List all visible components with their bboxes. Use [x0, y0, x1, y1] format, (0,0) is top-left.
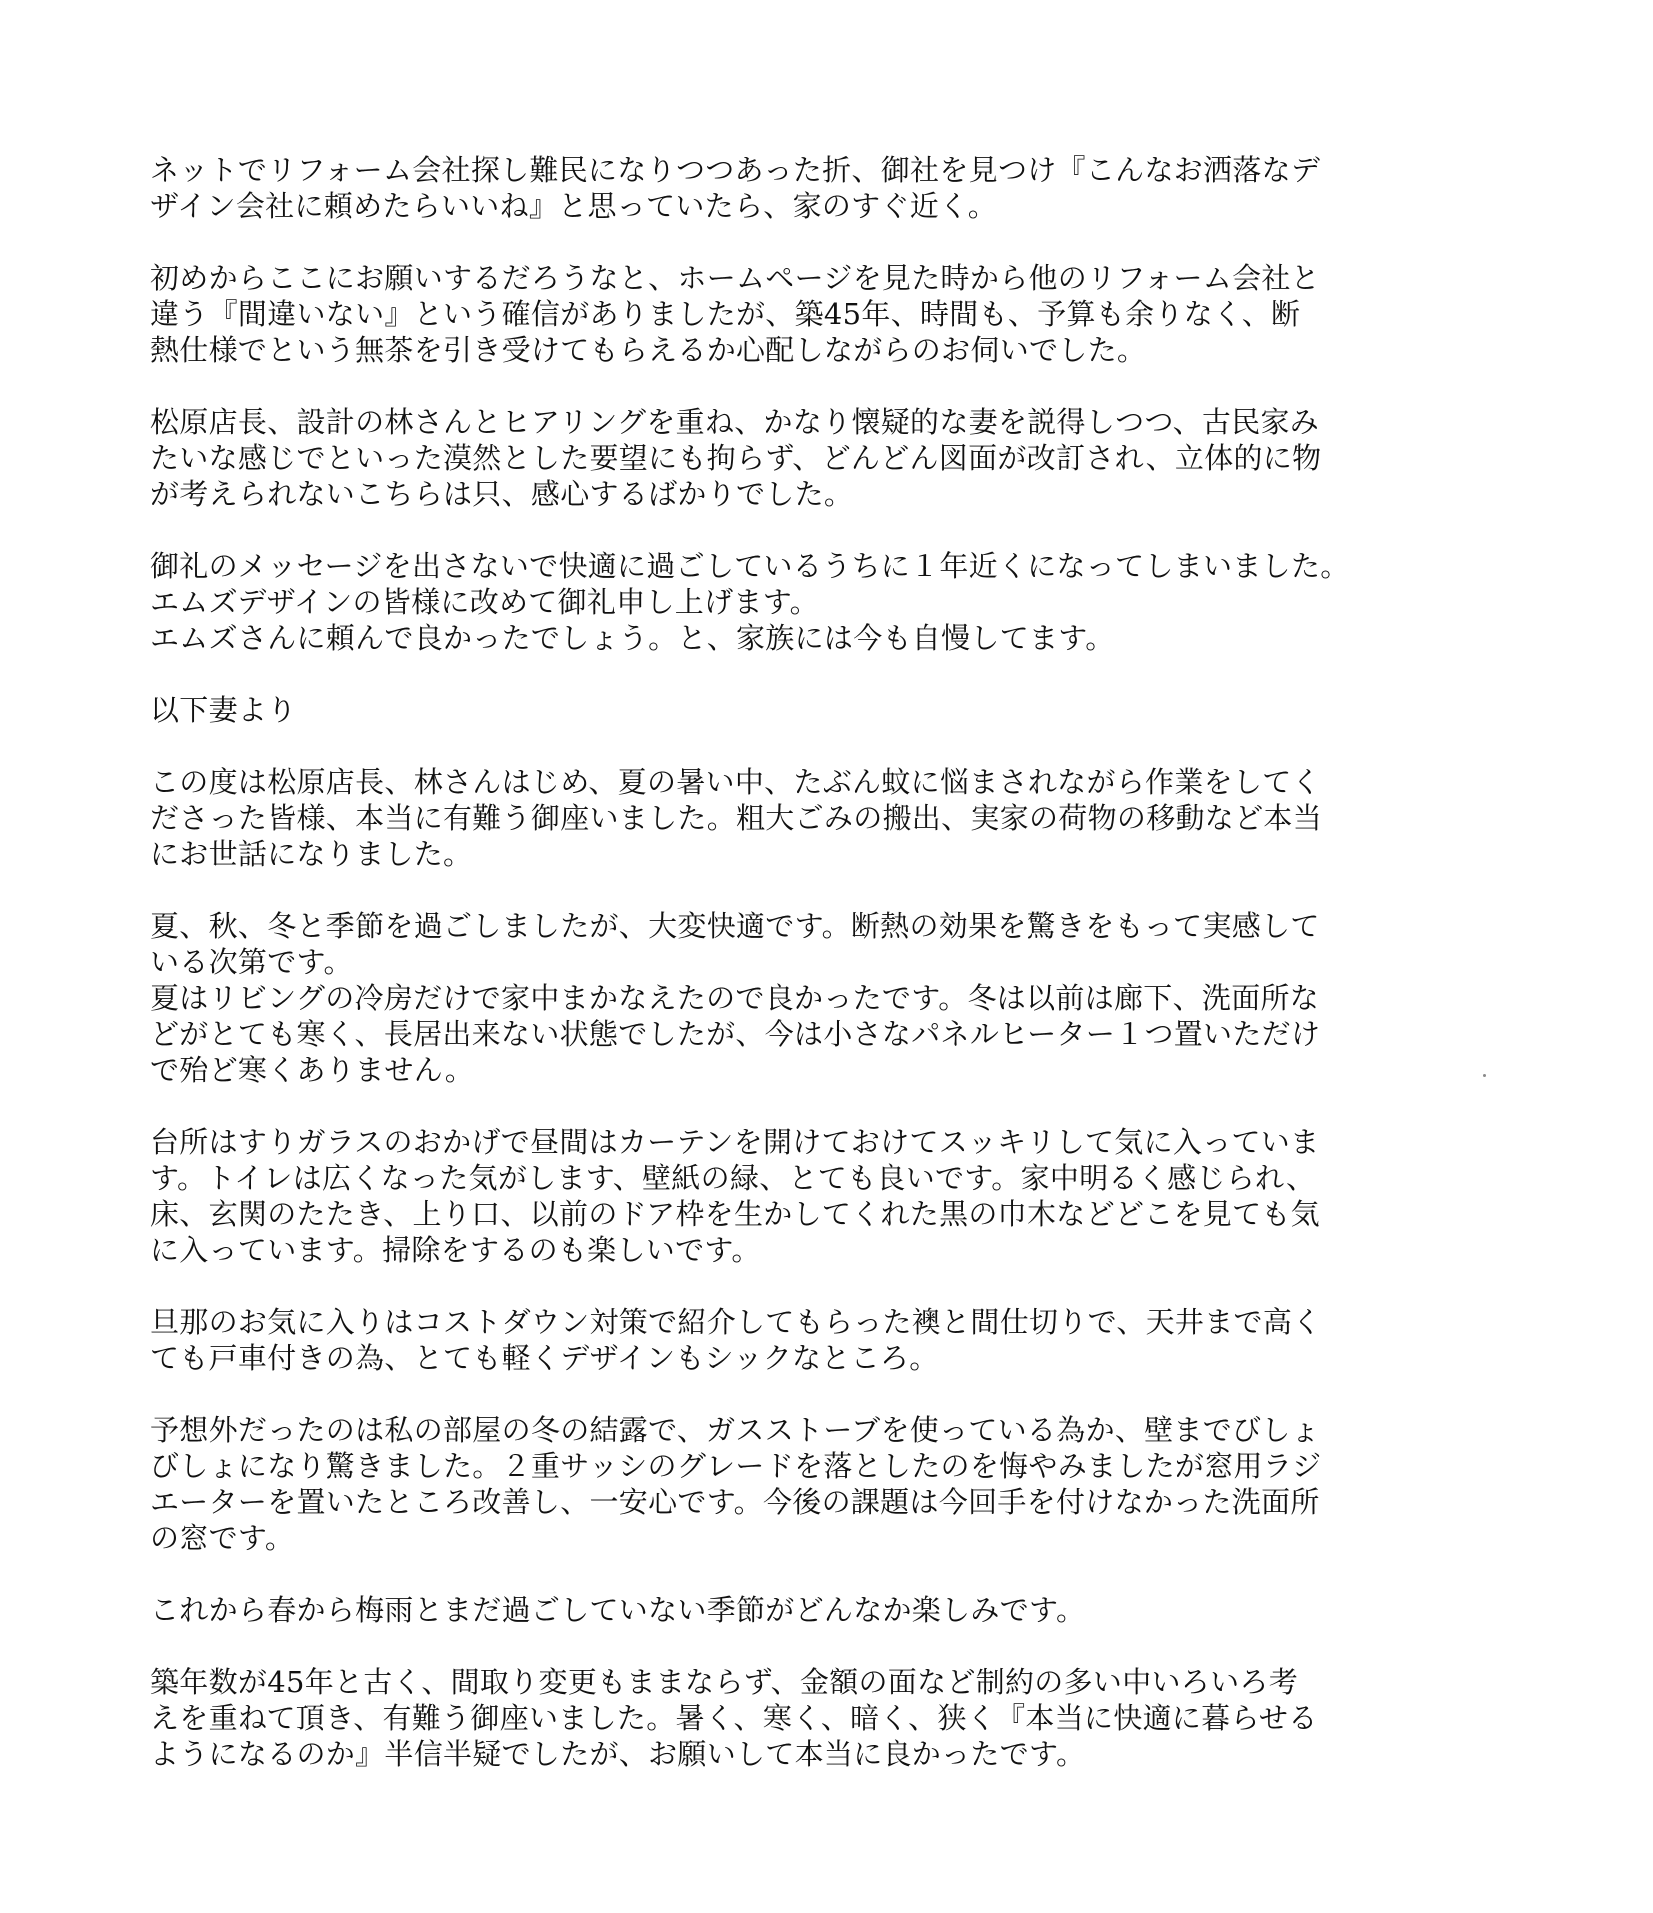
- letter-line: の窓です。: [150, 1521, 295, 1555]
- letter-line: びしょになり驚きました。２重サッシのグレードを落としたのを悔やみましたが窓用ラジ: [150, 1449, 1322, 1483]
- letter-line: これから春から梅雨とまだ過ごしていない季節がどんなか楽しみです。: [150, 1593, 1086, 1627]
- letter-line: 初めからここにお願いするだろうなと、ホームページを見た時から他のリフォーム会社と: [150, 261, 1320, 295]
- letter-line: 予想外だったのは私の部屋の冬の結露で、ガスストーブを使っている為か、壁までびしょ: [150, 1413, 1320, 1447]
- letter-paragraph: [150, 548, 1500, 656]
- letter-line: えを重ねて頂き、有難う御座いました。暑く、寒く、暗く、狭く『本当に快適に暮らせる: [150, 1701, 1318, 1735]
- letter-paragraph: [150, 1412, 1500, 1556]
- letter-line: ださった皆様、本当に有難う御座いました。粗大ごみの搬出、実家の荷物の移動など本当: [150, 801, 1323, 835]
- letter-paragraph: [150, 152, 1500, 224]
- letter-paragraph: [150, 404, 1500, 512]
- letter-line: 熱仕様でという無茶を引き受けてもらえるか心配しながらのお伺いでした。: [150, 333, 1147, 367]
- letter-body: [150, 152, 1500, 1808]
- letter-line: 旦那のお気に入りはコストダウン対策で紹介してもらった襖と間仕切りで、天井まで高く: [150, 1305, 1322, 1339]
- letter-line: たいな感じでといった漠然とした要望にも拘らず、どんどん図面が改訂され、立体的に物: [150, 441, 1322, 475]
- letter-paragraph: [150, 908, 1500, 1088]
- letter-line: 違う『間違いない』という確信がありましたが、築45年、時間も、予算も余りなく、断: [150, 297, 1301, 331]
- letter-line: エムズさんに頼んで良かったでしょう。と、家族には今も自慢してます。: [150, 621, 1115, 655]
- letter-line: で殆ど寒くありません。: [150, 1053, 475, 1087]
- letter-line: 以下妻より: [150, 693, 297, 727]
- letter-paragraph: [150, 1304, 1500, 1376]
- letter-line: ザイン会社に頼めたらいいね』と思っていたら、家のすぐ近く。: [150, 189, 998, 223]
- letter-line: 夏はリビングの冷房だけで家中まかなえたので良かったです。冬は以前は廊下、洗面所な: [150, 981, 1320, 1015]
- letter-paragraph: [150, 1124, 1500, 1268]
- letter-paragraph: [150, 260, 1500, 368]
- letter-line: この度は松原店長、林さんはじめ、夏の暑い中、たぶん蚊に悩まされながら作業をしてく: [150, 765, 1321, 799]
- letter-line: 築年数が45年と古く、間取り変更もままならず、金額の面など制約の多い中いろいろ考: [150, 1665, 1299, 1699]
- letter-line: エムズデザインの皆様に改めて御礼申し上げます。: [150, 585, 819, 619]
- letter-paragraph: [150, 764, 1500, 872]
- letter-line: いる次第です。: [150, 945, 353, 979]
- letter-line: 床、玄関のたたき、上り口、以前のドア枠を生かしてくれた黒の巾木などどこを見ても気: [150, 1197, 1320, 1231]
- scan-speck: [1483, 1074, 1486, 1077]
- letter-line: ネットでリフォーム会社探し難民になりつつあった折、御社を見つけ『こんなお洒落なデ: [150, 153, 1321, 187]
- letter-line: にお世話になりました。: [150, 837, 473, 871]
- letter-line: エーターを置いたところ改善し、一安心です。今後の課題は今回手を付けなかった洗面所: [150, 1485, 1320, 1519]
- letter-line: ようになるのか』半信半疑でしたが、お願いして本当に良かったです。: [150, 1737, 1086, 1771]
- letter-line: 御礼のメッセージを出さないで快適に過ごしているうちに１年近くになってしまいました。: [150, 549, 1350, 583]
- letter-paragraph: [150, 692, 1500, 728]
- letter-line: が考えられないこちらは只、感心するばかりでした。: [150, 477, 854, 511]
- letter-line: す。トイレは広くなった気がします、壁紙の緑、とても良いです。家中明るく感じられ、: [150, 1161, 1316, 1195]
- letter-line: どがとても寒く、長居出来ない状態でしたが、今は小さなパネルヒーター１つ置いただけ: [150, 1017, 1321, 1051]
- letter-line: に入っています。掃除をするのも楽しいです。: [150, 1233, 761, 1267]
- letter-line: 夏、秋、冬と季節を過ごしましたが、大変快適です。断熱の効果を驚きをもって実感して: [150, 909, 1320, 943]
- letter-paragraph: [150, 1664, 1500, 1772]
- letter-line: 松原店長、設計の林さんとヒアリングを重ね、かなり懐疑的な妻を説得しつつ、古民家み: [150, 405, 1320, 439]
- letter-paragraph: [150, 1592, 1500, 1628]
- letter-line: ても戸車付きの為、とても軽くデザインもシックなところ。: [150, 1341, 939, 1375]
- letter-line: 台所はすりガラスのおかげで昼間はカーテンを開けておけてスッキリして気に入っていま: [150, 1125, 1320, 1159]
